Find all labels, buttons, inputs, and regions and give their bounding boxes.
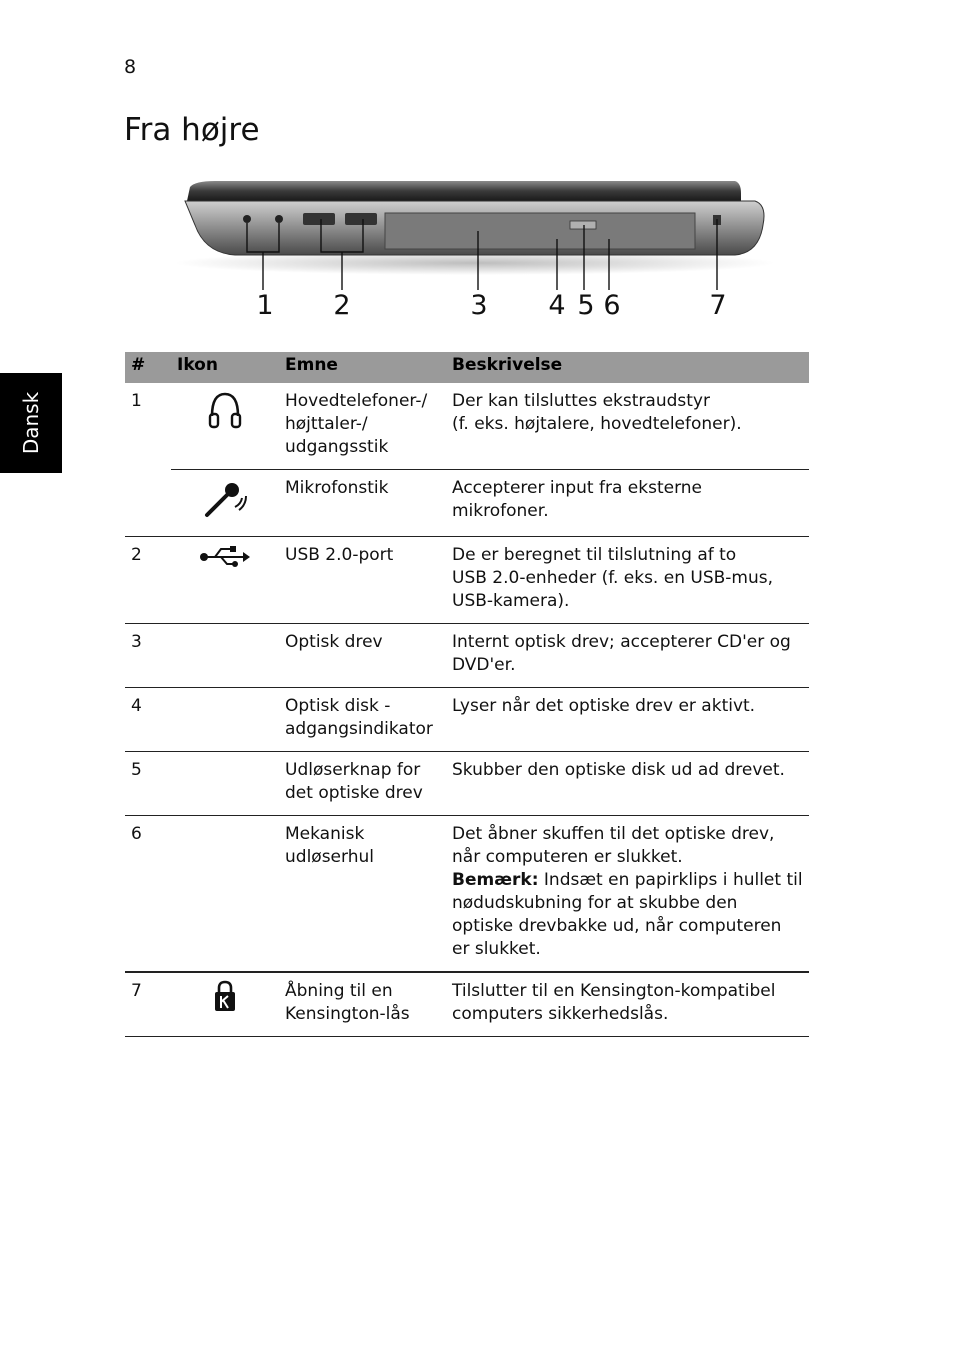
- optical-drive-shape: [385, 213, 695, 249]
- row-item: Optisk disk - adgangsindikator: [279, 688, 446, 752]
- headphones-icon: [208, 390, 242, 430]
- callout-2: 2: [333, 290, 351, 321]
- header-number: #: [125, 352, 171, 383]
- row-description: Tilslutter til en Kensington-kompatibel computers sikkerhedslås.: [446, 972, 809, 1037]
- callout-7: 7: [709, 290, 727, 321]
- table-header-row: [125, 352, 809, 383]
- lid-shape: [187, 181, 741, 201]
- page-number: 8: [124, 56, 137, 78]
- row-number: 1: [131, 391, 142, 411]
- row-description: Skubber den optiske disk ud ad drevet.: [446, 752, 809, 816]
- row-description: De er beregnet til tilslutning af to USB 2.0-enheder (f. eks. en USB-mus, USB-kamera).: [446, 537, 809, 624]
- row-item: Åbning til en Kensington-lås: [279, 972, 446, 1037]
- row-number: 7: [125, 972, 171, 1037]
- language-side-tab: [0, 373, 62, 473]
- kensington-lock-icon: [213, 980, 237, 1012]
- header-item: Emne: [279, 352, 446, 383]
- callout-4: 4: [548, 290, 566, 321]
- row-item: Mekanisk udløserhul: [279, 816, 446, 973]
- table-row: [125, 383, 809, 470]
- usb-port-1-shape: [303, 213, 335, 225]
- microphone-icon: [203, 477, 247, 519]
- row-item: Udløserknap for det optiske drev: [279, 752, 446, 816]
- callout-5: 5: [577, 290, 595, 321]
- usb-port-2-shape: [345, 213, 377, 225]
- table-row: [125, 624, 809, 688]
- row-description: Det åbner skuffen til det optiske drev, når computeren er slukket. Bemærk: Indsæt en papirklips i hullet til nødudskubning for at skubbe den optiske drevbakke ud, når computeren er slukket.: [446, 816, 809, 973]
- row-description: Accepterer input fra eksterne mikrofoner.: [446, 470, 809, 537]
- callout-3: 3: [470, 290, 488, 321]
- row-number: 4: [125, 688, 171, 752]
- table-row: [125, 752, 809, 816]
- ports-table: [125, 352, 809, 1037]
- row-item: USB 2.0-port: [279, 537, 446, 624]
- row-number: 6: [125, 816, 171, 973]
- table-row: [125, 537, 809, 624]
- callout-6: 6: [603, 290, 621, 321]
- table-row: [125, 688, 809, 752]
- note-label: Bemærk:: [452, 870, 539, 890]
- audio-jack-shape: [243, 215, 251, 223]
- row-item: Mikrofonstik: [279, 470, 446, 537]
- row-number: [125, 470, 171, 537]
- row-number: 3: [125, 624, 171, 688]
- page-title: Fra højre: [124, 112, 260, 148]
- row-number: 2: [125, 537, 171, 624]
- table-row: [125, 816, 809, 973]
- header-description: Beskrivelse: [446, 352, 809, 383]
- table-row: [125, 972, 809, 1037]
- row-description: Internt optisk drev; accepterer CD'er og DVD'er.: [446, 624, 809, 688]
- language-side-tab-label: Dansk: [19, 391, 43, 455]
- header-icon: Ikon: [171, 352, 279, 383]
- row-number: 5: [125, 752, 171, 816]
- eject-button-shape: [570, 221, 596, 229]
- row-description: Lyser når det optiske drev er aktivt.: [446, 688, 809, 752]
- row-description: Der kan tilsluttes ekstraudstyr (f. eks. højtalere, hovedtelefoner).: [452, 391, 742, 434]
- row-item: Optisk drev: [279, 624, 446, 688]
- note-text: Indsæt en papirklips i hullet til nødudskubning for at skubbe den optiske drevbakke ud, når computeren er slukket.: [452, 870, 803, 959]
- row-item: Hovedtelefoner-/ højttaler-/ udgangsstik: [285, 391, 428, 457]
- laptop-right-side-illustration: [175, 175, 775, 325]
- callout-1: 1: [256, 290, 274, 321]
- usb-icon: [199, 544, 251, 568]
- table-row: [125, 470, 809, 537]
- mic-jack-shape: [275, 215, 283, 223]
